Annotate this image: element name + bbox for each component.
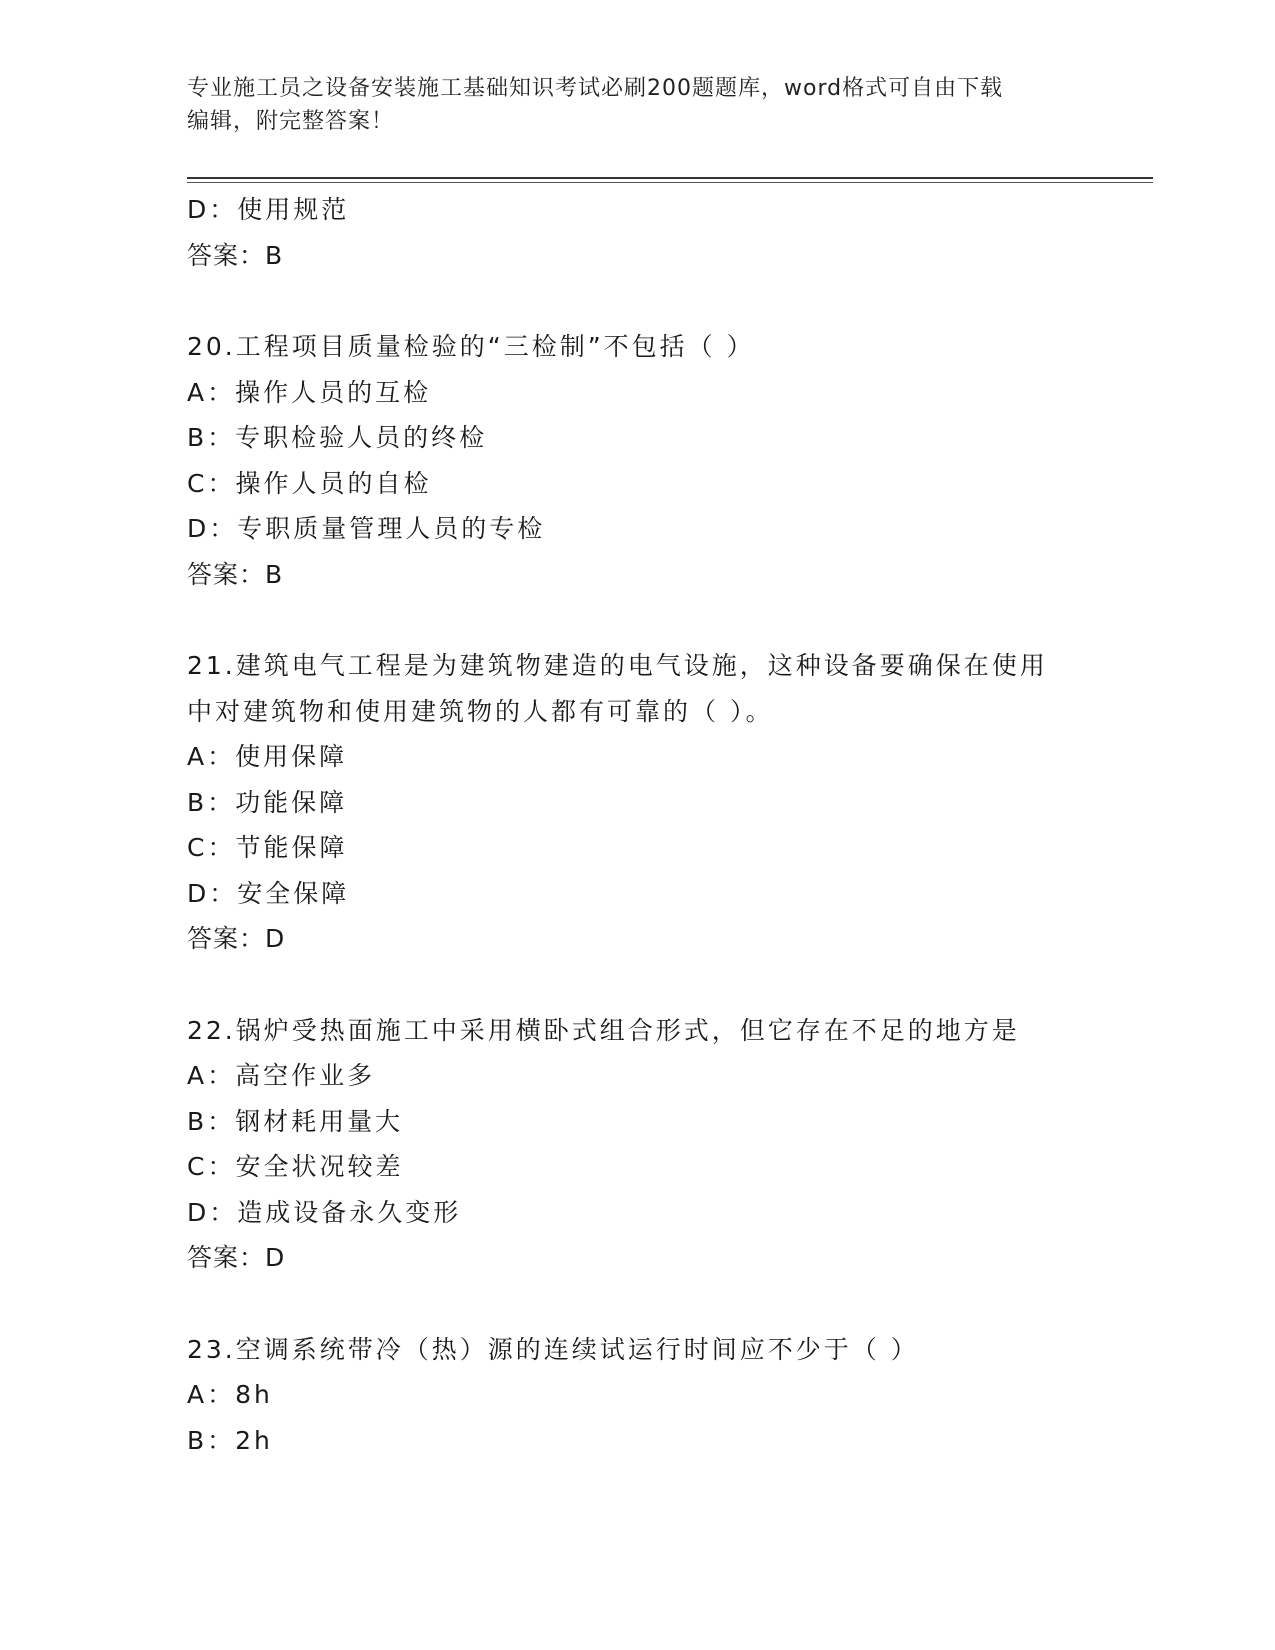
- option-c: C：操作人员的自检: [187, 468, 432, 498]
- spacer: [187, 1281, 1087, 1327]
- document-header: [187, 72, 1087, 138]
- option-c: C：安全状况较差: [187, 1152, 404, 1181]
- answer-line: 答案：B: [187, 559, 284, 589]
- answer-line: 答案：D: [187, 1243, 286, 1272]
- option-b: B：2h: [187, 1425, 273, 1455]
- option-a: A：8h: [187, 1380, 273, 1409]
- question-text: 20.工程项目质量检验的“三检制”不包括（ ）: [187, 332, 755, 361]
- header-divider-thin: [187, 182, 1153, 183]
- option-a: A：高空作业多: [187, 1061, 376, 1090]
- spacer: [187, 278, 1087, 324]
- option-b: B：专职检验人员的终检: [187, 423, 488, 452]
- option-b: B：功能保障: [187, 787, 348, 817]
- option-a: A：使用保障: [187, 742, 348, 771]
- question-block-22: [187, 1008, 1087, 1281]
- option-a: A：操作人员的互检: [187, 377, 432, 407]
- spacer: [187, 962, 1087, 1008]
- question-block-23: [187, 1327, 1087, 1464]
- option-d: D：专职质量管理人员的专检: [187, 514, 546, 543]
- question-text: 23.空调系统带冷（热）源的连续试运行时间应不少于（ ）: [187, 1334, 919, 1364]
- option-d: D：使用规范: [187, 195, 350, 224]
- header-divider-thick: [187, 177, 1153, 179]
- question-text-continued: 中对建筑物和使用建筑物的人都有可靠的（ ）。: [187, 696, 774, 726]
- question-text: 21.建筑电气工程是为建筑物建造的电气设施，这种设备要确保在使用: [187, 651, 1048, 680]
- header-line-1: 专业施工员之设备安装施工基础知识考试必刷200题题库，word格式可自由下载: [187, 76, 1004, 101]
- document-body: [187, 187, 1087, 1463]
- question-text: 22.锅炉受热面施工中采用横卧式组合形式，但它存在不足的地方是: [187, 1015, 1020, 1045]
- answer-line: 答案：D: [187, 924, 286, 953]
- question-block-21: [187, 643, 1087, 962]
- option-d: D：造成设备永久变形: [187, 1197, 462, 1227]
- header-line-2: 编辑，附完整答案！: [187, 109, 395, 134]
- option-c: C：节能保障: [187, 833, 348, 862]
- question-block-20: [187, 324, 1087, 597]
- spacer: [187, 597, 1087, 643]
- option-b: B：钢材耗用量大: [187, 1106, 404, 1136]
- answer-line: 答案：B: [187, 240, 284, 270]
- option-d: D：安全保障: [187, 878, 350, 908]
